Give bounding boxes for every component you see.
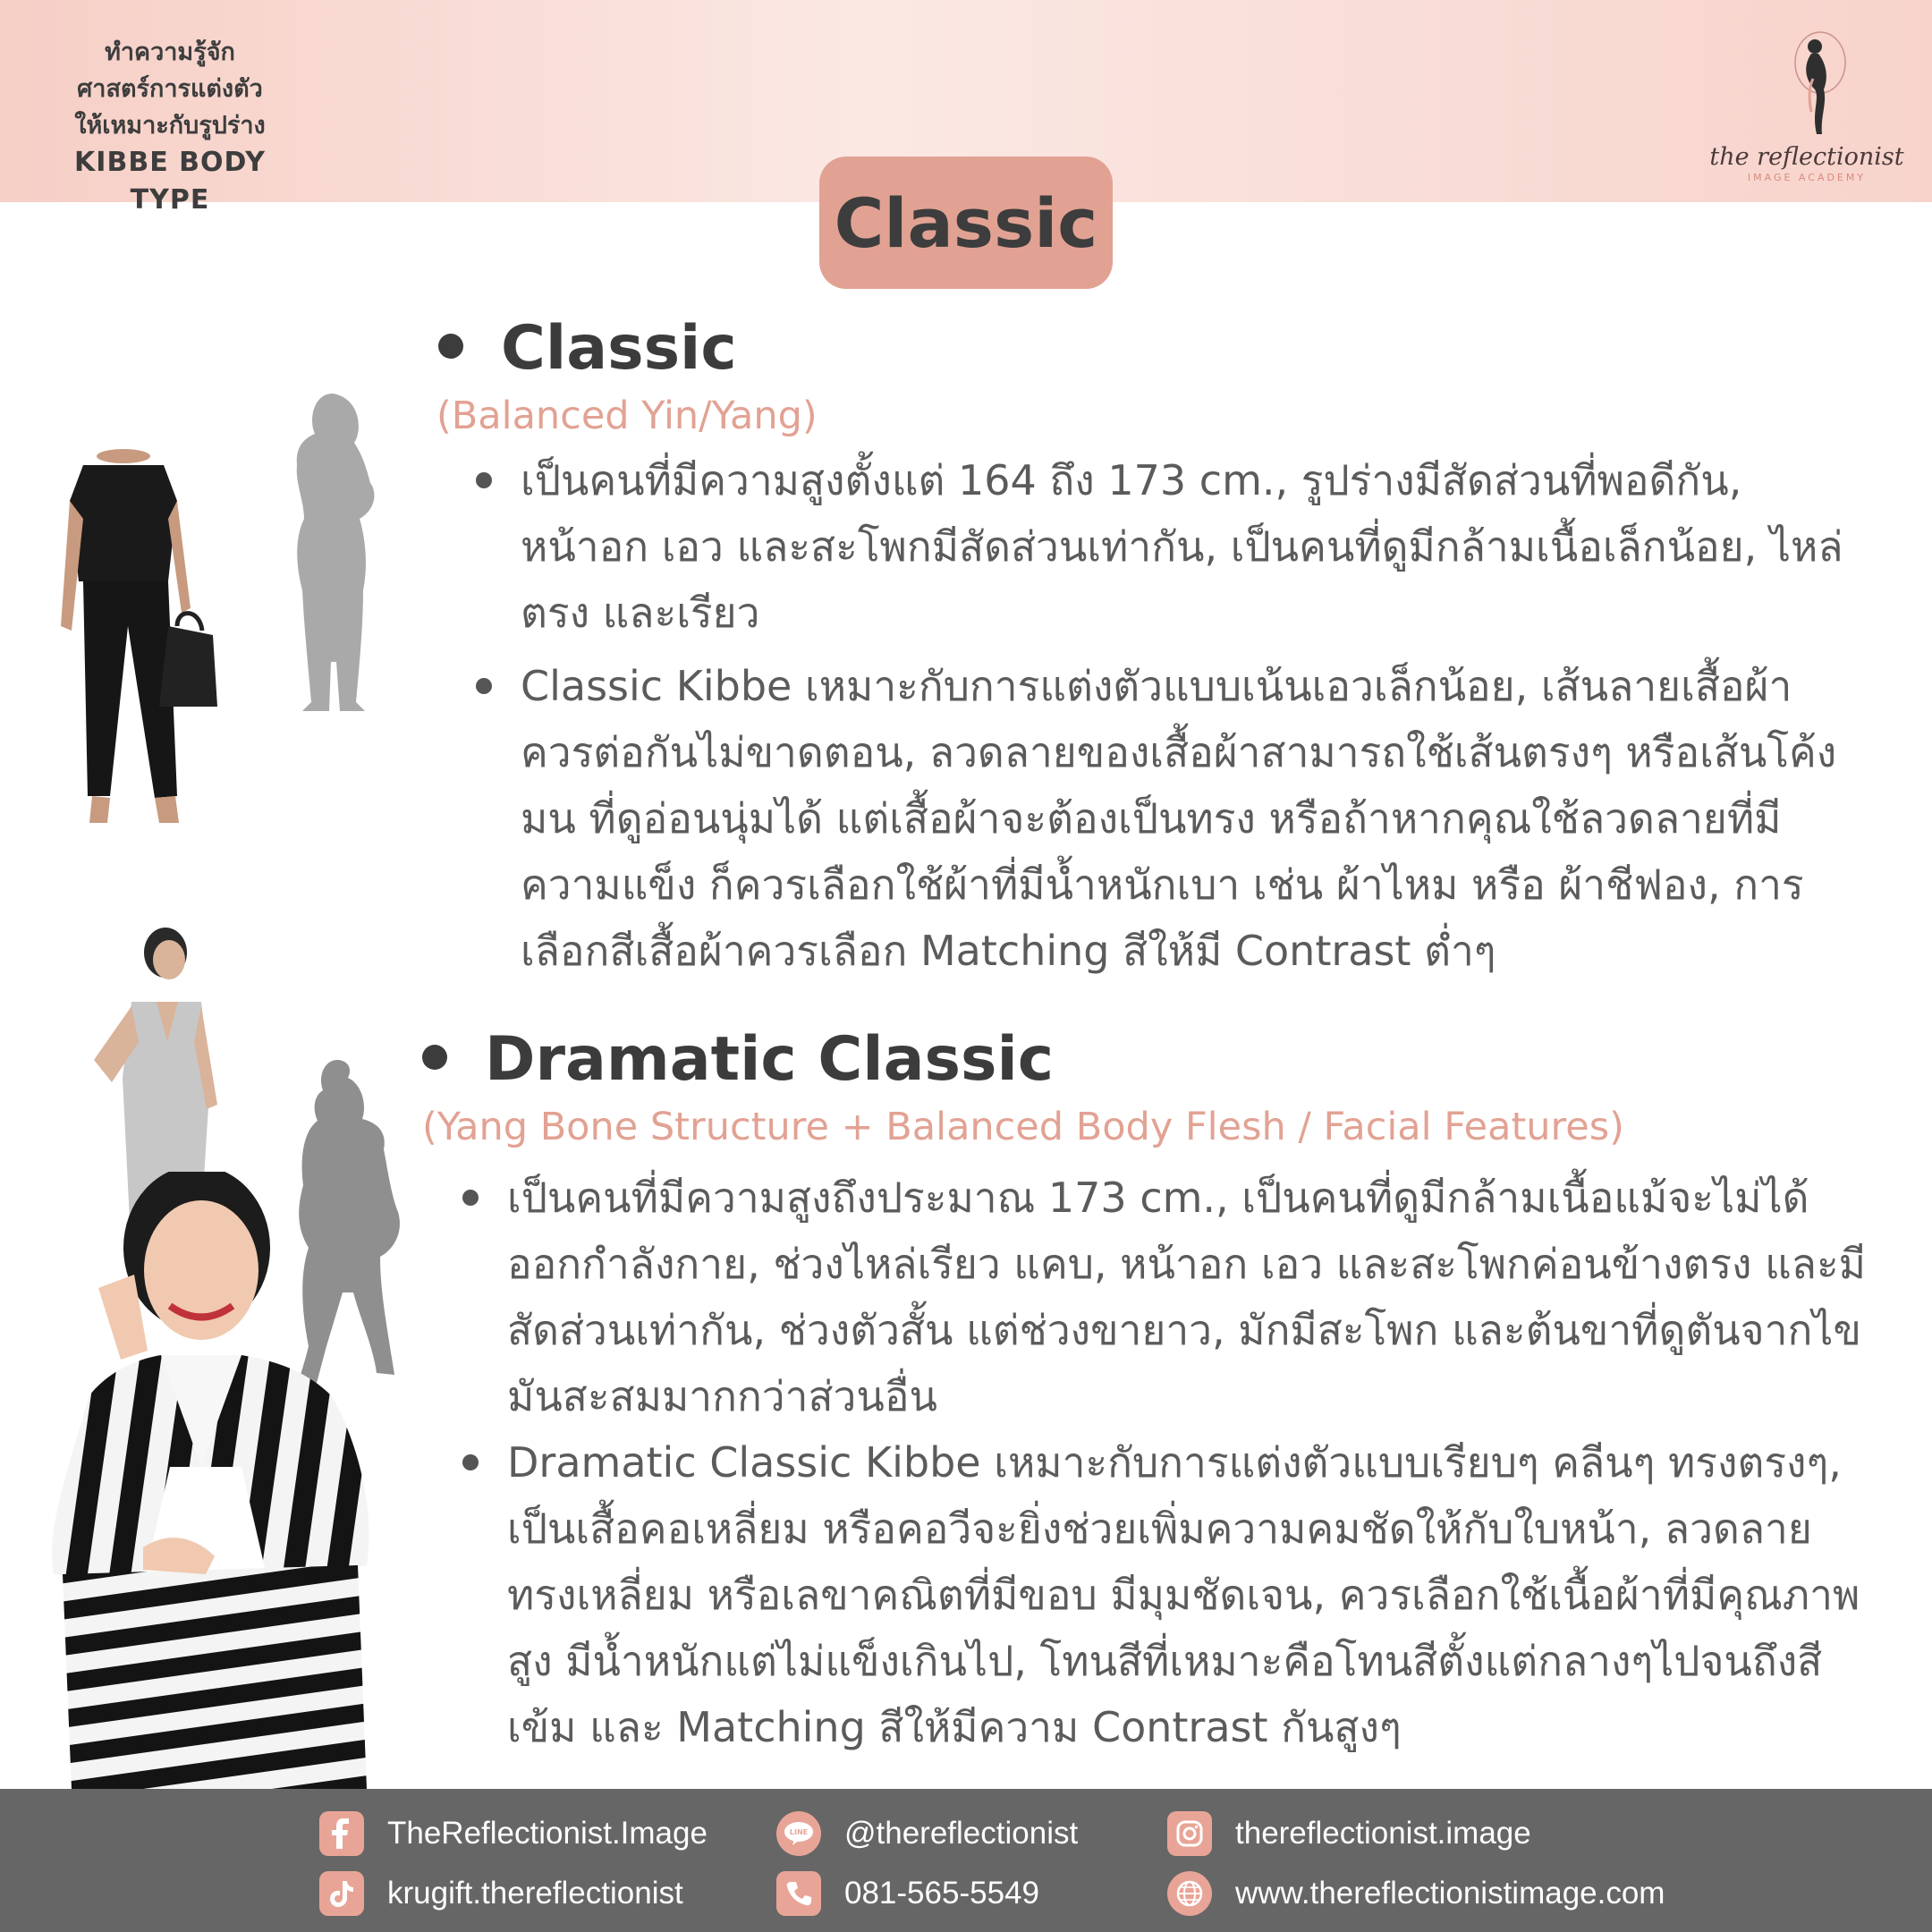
logo-name: the reflectionist [1709,143,1904,171]
brand-logo [1704,27,1910,188]
section-subheading-dramatic-classic: (Yang Bone Structure + Balanced Body Flesh / Facial Features) [422,1105,1624,1149]
list-item [507,1165,1876,1429]
list-item-text: Dramatic Classic Kibbe เหมาะกับการแต่งตัวแบบเรียบๆ คลีนๆ ทรงตรงๆ, เป็นเสื้อคอเหลี่ยม หรือคอวีจะยิ่งช่วยเพิ่มความคมชัดให้กับใบหน้า, ลวดลายทรงเหลี่ยม หรือเลขาคณิตที่มีขอบ มีมุมชัดเจน, ควรเลือกใช้เนื้อผ้าที่มีคุณภาพสูง มีน้ำหนักแต่ไม่แข็งเกินไป, โทนสีที่เหมาะคือโทนสีตั้งแต่กลางๆไปจนถึงสีเข้ม และ Matching สีให้มีความ Contrast กันสูงๆ [507,1438,1860,1751]
series-line-2: ศาสตร์การแต่งตัว [77,75,263,103]
svg-text:LINE: LINE [789,1828,809,1836]
phone-number: 081-565-5549 [844,1876,1039,1911]
heading-bullet [438,334,463,359]
footer-phone[interactable] [776,1871,1039,1916]
dramatic-classic-bullet-list [507,1165,1876,1760]
footer-instagram[interactable] [1167,1811,1531,1856]
footer-tiktok[interactable] [319,1871,683,1916]
footer-website[interactable] [1167,1871,1665,1916]
bullet-dot [462,1454,479,1470]
list-item [521,447,1862,646]
instagram-icon [1167,1811,1212,1856]
list-item-text: เป็นคนที่มีความสูงตั้งแต่ 164 ถึง 173 cm., รูปร่างมีสัดส่วนที่พอดีกัน, หน้าอก เอว และสะโพกมีสัดส่วนเท่ากัน, เป็นคนที่ดูมีกล้ามเนื้อเล็กน้อย, ไหล่ตรง และเรียว [521,456,1843,637]
instagram-handle: thereflectionist.image [1235,1816,1531,1851]
classic-silhouette [277,394,385,716]
section-heading-text: Dramatic Classic [485,1024,1055,1095]
section-heading-classic [438,313,737,384]
series-line-4: KIBBE BODY TYPE [74,147,266,216]
logo-figure-icon [1775,27,1856,139]
bullet-dot [476,678,492,694]
series-line-3: ให้เหมาะกับรูปร่าง [74,112,266,140]
list-item-text: เป็นคนที่มีความสูงถึงประมาณ 173 cm., เป็นคนที่ดูมีกล้ามเนื้อแม้จะไม่ได้ออกกำลังกาย, ช่วงไหล่เรียว แคบ, หน้าอก เอว และสะโพกค่อนข้างตรง และมีสัดส่วนเท่ากัน, ช่วงตัวสั้น แต่ช่วงขายาว, มักมีสะโพก และต้นขาที่ดูตันจากไขมันสะสมมากกว่าส่วนอื่น [507,1174,1866,1420]
section-subheading-classic: (Balanced Yin/Yang) [436,394,818,438]
list-item-text: Classic Kibbe เหมาะกับการแต่งตัวแบบเน้นเอวเล็กน้อย, เส้นลายเสื้อผ้าควรต่อกันไม่ขาดตอน, ลวดลายของเสื้อผ้าสามารถใช้เส้นตรงๆ หรือเส้นโค้งมน ที่ดูอ่อนนุ่มได้ แต่เสื้อผ้าจะต้องเป็นทรง หรือถ้าหากคุณใช้ลวดลายที่มีความแข็ง ก็ควรเลือกใช้ผ้าที่มีน้ำหนักเบา เช่น ผ้าไหม หรือ ผ้าชีฟอง, การเลือกสีเสื้อผ้าควรเลือก Matching สีให้มี Contrast ต่ำๆ [521,662,1837,975]
line-icon [776,1811,821,1856]
classic-bullet-list [521,447,1862,984]
list-item [507,1429,1876,1760]
line-handle: @thereflectionist [844,1816,1079,1851]
classic-outfit-photo [43,447,231,832]
tiktok-handle: krugift.thereflectionist [387,1876,683,1911]
series-line-1: ทำความรู้จัก [105,38,235,66]
footer-line[interactable] [776,1811,1078,1856]
facebook-icon [319,1811,364,1856]
list-item [521,653,1862,984]
facebook-handle: TheReflectionist.Image [387,1816,708,1851]
page-title: Classic [819,157,1113,289]
logo-subtitle: IMAGE ACADEMY [1747,172,1867,183]
series-title [36,34,304,219]
section-heading-text: Classic [501,313,737,384]
bullet-dot [476,472,492,488]
phone-icon [776,1871,821,1916]
heading-bullet [422,1045,447,1070]
footer [0,1789,1932,1932]
globe-icon [1167,1871,1212,1916]
presenter-photo [36,1172,394,1789]
bullet-dot [462,1190,479,1206]
website-url: www.thereflectionistimage.com [1235,1876,1665,1911]
tiktok-icon [319,1871,364,1916]
section-heading-dramatic-classic [422,1024,1054,1095]
footer-facebook[interactable] [319,1811,708,1856]
